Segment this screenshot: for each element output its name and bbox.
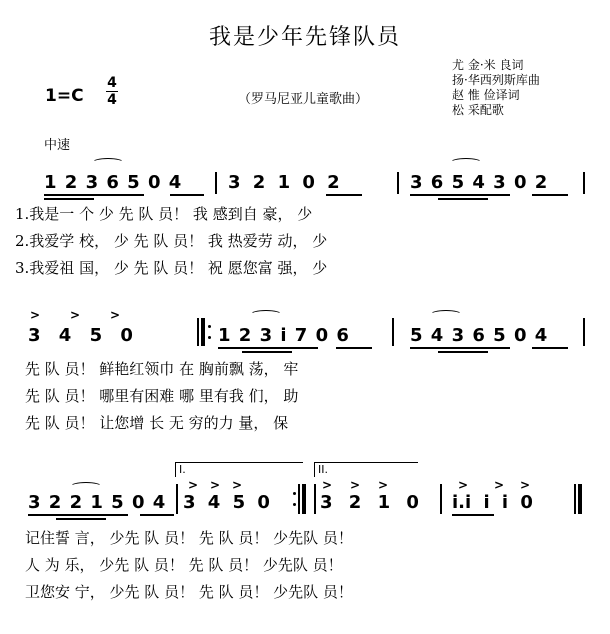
notes-measure: 5 4 3 6 5 0 4 (410, 325, 549, 346)
notes-measure: 1 2 3 6 5 0 4 (44, 172, 183, 193)
volta-first: I. (175, 462, 303, 477)
notes-measure: 3 2 1 0 2 (228, 172, 340, 193)
lyric-verse-2: 先 队 员！ 哪里有困难 哪 里有我 们， 助 (25, 387, 299, 405)
lyric-verse-3: 先 队 员！ 让您增 长 无 穷的力 量， 保 (25, 414, 289, 432)
lyric-verse-3: 卫您安 宁， 少先 队 员！ 先 队 员！ 少先队 员！ (25, 583, 353, 601)
song-subtitle: （罗马尼亚儿童歌曲） (238, 92, 369, 107)
lyric-verse-2: 人 为 乐， 少先 队 员！ 先 队 员！ 少先队 员！ (25, 556, 343, 574)
lyric-verse-2: 2.我爱学 校， 少 先 队 员！ 我 热爱劳 动， 少 (15, 232, 328, 250)
lyric-verse-1: 先 队 员！ 鲜艳红领巾 在 胸前飘 荡， 牢 (25, 360, 299, 378)
time-sig-top: 4 (107, 75, 117, 91)
song-title: 我是少年先锋队员 (208, 25, 401, 50)
time-sig-bottom: 4 (107, 92, 117, 108)
credit-line: 扬·华西列斯库曲 (452, 73, 540, 87)
notes-measure: 3 2 1 0 (320, 492, 419, 513)
notes-measure: 1 2 3 i 7 0 6 (218, 325, 350, 346)
volta-second: II. (314, 462, 418, 477)
notes-measure: 3 6 5 4 3 0 2 (410, 172, 549, 193)
lyric-verse-3: 3.我爱祖 国， 少 先 队 员！ 祝 愿您富 强， 少 (15, 259, 328, 277)
tempo-marking: 中速 (44, 138, 71, 153)
notes-measure: 3 4 5 0 (183, 492, 270, 513)
notes-measure: 3 2 2 1 5 0 4 (28, 492, 167, 513)
credits (452, 58, 540, 118)
time-signature (106, 75, 118, 108)
key-signature: 1=C (45, 86, 84, 106)
notes-measure: 3 4 5 0 (28, 325, 133, 346)
credit-line: 赵 惟 俭译词 (452, 88, 520, 102)
credit-line: 尤 金·米 良词 (452, 58, 524, 72)
lyric-verse-1: 1.我是一 个 少 先 队 员！ 我 感到自 豪， 少 (15, 205, 313, 223)
credit-line: 松 采配歌 (452, 103, 504, 117)
lyric-verse-1: 记住誓 言， 少先 队 员！ 先 队 员！ 少先队 员！ (25, 529, 353, 547)
notes-measure: i.i i i 0 (452, 492, 533, 513)
